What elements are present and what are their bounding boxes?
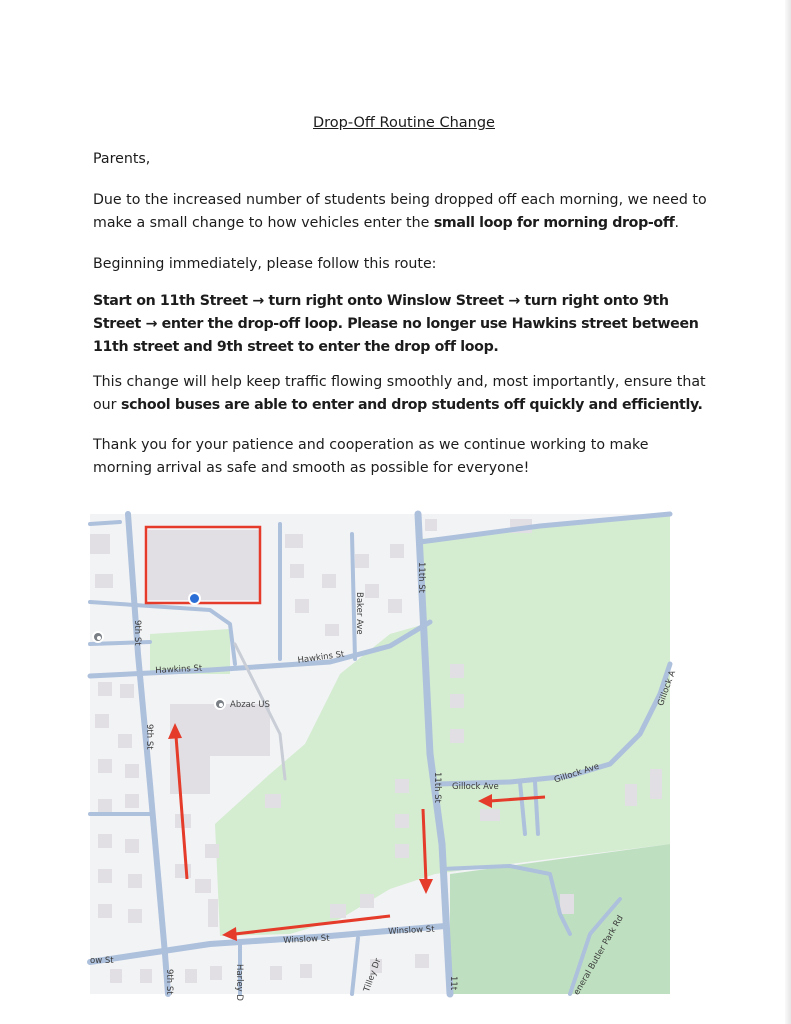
paragraph-intro — [93, 189, 708, 235]
road-tilley-dr — [352, 938, 358, 994]
building — [185, 969, 197, 983]
building — [290, 564, 304, 578]
street-label-eleventh-st: 11th St — [416, 562, 426, 593]
building — [330, 904, 346, 918]
building — [95, 714, 109, 728]
building — [285, 534, 303, 548]
page-edge — [785, 0, 791, 1024]
building — [325, 624, 339, 636]
street-label-gillock-ave-left: Gillock Ave — [452, 782, 499, 792]
building — [195, 879, 211, 893]
building — [205, 844, 219, 858]
building — [98, 869, 112, 883]
building — [365, 584, 379, 598]
building — [300, 964, 312, 978]
building — [295, 599, 309, 613]
building — [175, 864, 191, 878]
building — [355, 554, 369, 568]
building — [425, 519, 437, 531]
school-building — [148, 530, 260, 600]
street-label-ninth-st-mid: 9th St — [144, 724, 154, 750]
building — [395, 844, 409, 858]
school-pin-icon — [188, 592, 201, 605]
building — [98, 799, 112, 813]
building — [480, 809, 500, 821]
greeting: Parents, — [93, 151, 151, 167]
street-label-tilley-dr: Tilley Dr — [362, 957, 384, 994]
paragraph-reason — [93, 371, 708, 417]
street-label-winslow-st-left: Winslow St — [283, 933, 330, 946]
poi-label-abzac: Abzac US — [230, 700, 270, 710]
building — [95, 574, 113, 588]
building — [98, 834, 112, 848]
paragraph-route-instructions: Start on 11th Street → turn right onto Winslow Street → turn right onto 9th Street → enter the drop-off loop. Please no longer use Hawkins street between 11th street and 9th street to enter the drop off loop. — [93, 293, 699, 355]
building — [120, 684, 134, 698]
street-label-ow-st: ow St — [90, 956, 114, 966]
map-canvas — [90, 514, 670, 994]
building — [415, 954, 429, 968]
building — [265, 794, 281, 808]
street-label-hawkins-st-left: Hawkins St — [155, 663, 203, 676]
building — [90, 534, 110, 554]
street-label-harley-dr: Harley D — [234, 964, 244, 1001]
route-map — [90, 514, 679, 1001]
building — [98, 904, 112, 918]
street-label-eleventh-st-mid: 11th St — [432, 772, 442, 803]
paragraph-route-intro: Beginning immediately, please follow this route: — [93, 256, 437, 272]
street-label-gillock-ave-top: Gillock A — [656, 669, 679, 708]
building — [128, 909, 142, 923]
building — [360, 894, 374, 908]
building — [450, 664, 464, 678]
reason-bold-text: school buses are able to enter and drop students off quickly and efficiently. — [121, 397, 703, 413]
building — [450, 729, 464, 743]
building — [110, 969, 122, 983]
street-label-general-butler-park-rd: eneral Butler Park Rd — [572, 913, 626, 997]
street-label-ninth-st-bottom: 9th St — [164, 969, 174, 995]
building — [140, 969, 152, 983]
building — [388, 599, 402, 613]
building — [125, 764, 139, 778]
street-label-hawkins-st-right: Hawkins St — [297, 649, 346, 666]
place-pin-icon — [92, 631, 104, 643]
building — [210, 966, 222, 980]
intro-bold-text: small loop for morning drop-off — [433, 215, 675, 231]
building — [395, 814, 409, 828]
building — [390, 544, 404, 558]
street-label-gillock-ave-right: Gillock Ave — [553, 761, 601, 786]
building — [125, 839, 139, 853]
building — [625, 784, 637, 806]
road-north-left — [90, 522, 120, 524]
building — [125, 794, 139, 808]
building — [450, 694, 464, 708]
street-label-ninth-st: 9th St — [132, 620, 142, 646]
paragraph-thanks: Thank you for your patience and cooperation as we continue working to make morning arrival as safe and smooth as possible for everyone! — [93, 437, 649, 476]
reason-text: This change will help keep traffic flowing smoothly and, most importantly, ensure that our — [93, 374, 706, 413]
building — [650, 769, 662, 799]
building — [322, 574, 336, 588]
intro-text: Due to the increased number of students being dropped off each morning, we need to make a small change to how vehicles enter the — [93, 192, 707, 231]
building — [395, 779, 409, 793]
page-title: Drop-Off Routine Change — [313, 115, 495, 131]
building — [128, 874, 142, 888]
street-label-eleventh-st-bottom: 11t — [448, 976, 458, 991]
building — [560, 894, 574, 914]
street-label-winslow-st-right: Winslow St — [388, 924, 435, 937]
building — [98, 759, 112, 773]
abzac-pin-icon — [214, 698, 226, 710]
intro-end: . — [674, 215, 679, 231]
building — [270, 966, 282, 980]
building — [98, 682, 112, 696]
street-label-baker-ave: Baker Ave — [354, 592, 364, 635]
building — [118, 734, 132, 748]
building — [208, 899, 218, 927]
